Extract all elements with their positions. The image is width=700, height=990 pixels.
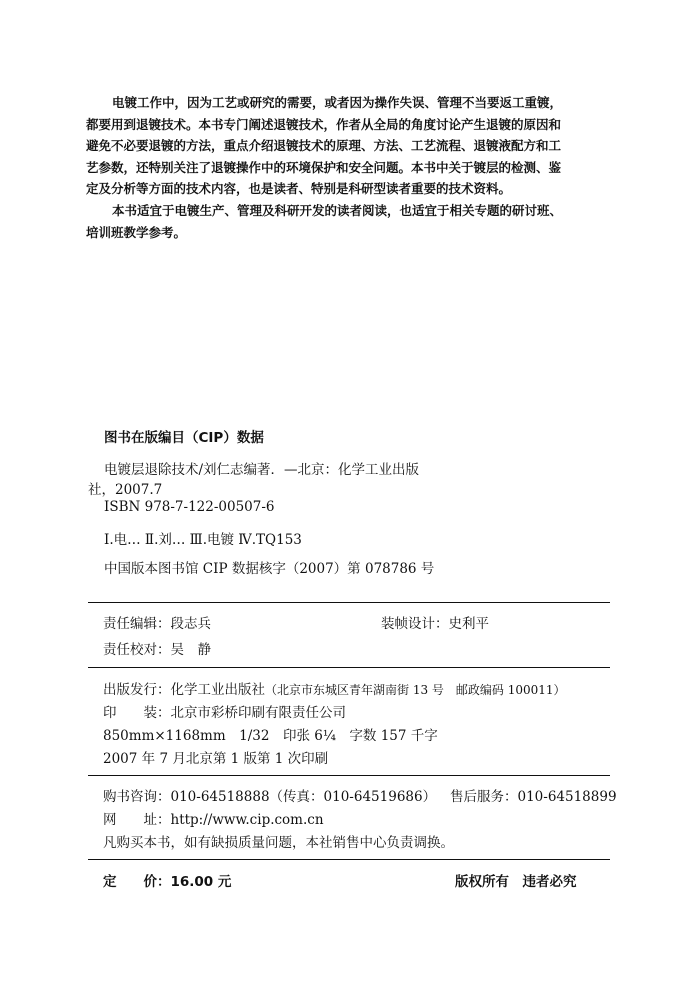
- service-label: 售后服务：: [450, 789, 518, 805]
- proofreader-name: 吴 静: [170, 642, 211, 658]
- copyright-notice: 版权所有 违者必究: [455, 874, 577, 890]
- designer-group: [381, 612, 489, 632]
- printer-name: 北京市彩桥印刷有限责任公司: [170, 705, 346, 721]
- publisher-name: 化学工业出版社: [170, 682, 265, 698]
- price-row: [103, 870, 611, 890]
- editor-name: 段志兵: [170, 616, 211, 632]
- printer-label: 印 装：: [103, 705, 171, 721]
- cip-classification: Ⅰ.电… Ⅱ.刘… Ⅲ.电镀 Ⅳ.TQ153: [104, 532, 302, 548]
- divider: [88, 859, 610, 860]
- abstract-line: 电镀工作中，因为工艺或研究的需要，或者因为操作失误、管理不当要返工重镀，: [112, 95, 563, 110]
- order-label: 购书咨询：: [103, 789, 171, 805]
- abstract-line: 都要用到退镀技术。本书专门阐述退镀技术，作者从全局的角度讨论产生退镀的原因和: [86, 116, 562, 132]
- editor-label: 责任编辑：: [103, 616, 171, 632]
- proofreader-label: 责任校对：: [103, 642, 171, 658]
- cip-heading: 图书在版编目（CIP）数据: [104, 430, 264, 446]
- publisher-address: （北京市东城区青年湖南街 13 号 邮政编码 100011）: [265, 683, 566, 697]
- price-label: 定 价：: [103, 874, 171, 890]
- notice-row: 凡购买本书，如有缺损质量问题，本社销售中心负责调换。: [103, 835, 454, 851]
- divider: [88, 775, 610, 776]
- publisher-label: 出版发行：: [103, 682, 171, 698]
- cip-isbn: ISBN 978-7-122-00507-6: [104, 499, 275, 515]
- format-row: 850mm×1168mm 1/32 印张 6¼ 字数 157 千字: [103, 728, 438, 744]
- staff-editor-row: [103, 612, 611, 632]
- abstract-paragraph-2: [86, 200, 614, 243]
- price-value: 16.00 元: [170, 874, 232, 890]
- order-row: [103, 785, 617, 805]
- publisher-row: [103, 678, 611, 698]
- website-label: 网 址：: [103, 812, 171, 828]
- abstract-line: 避免不必要退镀的方法，重点介绍退镀技术的原理、方法、工艺流程、退镀液配方和工: [86, 138, 562, 153]
- website-url: http://www.cip.com.cn: [170, 812, 324, 828]
- cip-library-note: 中国版本图书馆 CIP 数据核字（2007）第 078786 号: [104, 561, 435, 577]
- printer-row: [103, 701, 611, 721]
- staff-proofreader-row: [103, 638, 611, 658]
- service-group: [450, 785, 617, 805]
- abstract-line: 定及分析等方面的技术内容，也是读者、特别是科研型读者重要的技术资料。: [86, 181, 512, 196]
- abstract-line: 培训班教学参考。: [86, 224, 187, 240]
- order-phone: 010-64518888（传真：010-64519686）: [170, 789, 437, 805]
- abstract-line: 本书适宜于电镀生产、管理及科研开发的读者阅读，也适宜于相关专题的研讨班、: [112, 203, 563, 218]
- divider: [88, 602, 610, 603]
- designer-label: 装帧设计：: [381, 616, 449, 632]
- cip-record-line-2: 社，2007.7: [88, 482, 163, 498]
- abstract-line: 艺参数，还特别关注了退镀操作中的环境保护和安全问题。本书中关于镀层的检测、鉴: [86, 159, 562, 175]
- divider: [88, 667, 610, 668]
- service-phone: 010-64518899: [517, 789, 617, 805]
- edition-row: 2007 年 7 月北京第 1 版第 1 次印刷: [103, 751, 329, 767]
- designer-name: 史利平: [448, 616, 489, 632]
- website-row: [103, 808, 611, 828]
- cip-record-line-1: 电镀层退除技术/刘仁志编著．—北京：化学工业出版: [104, 462, 420, 478]
- abstract-paragraph-1: [86, 92, 614, 200]
